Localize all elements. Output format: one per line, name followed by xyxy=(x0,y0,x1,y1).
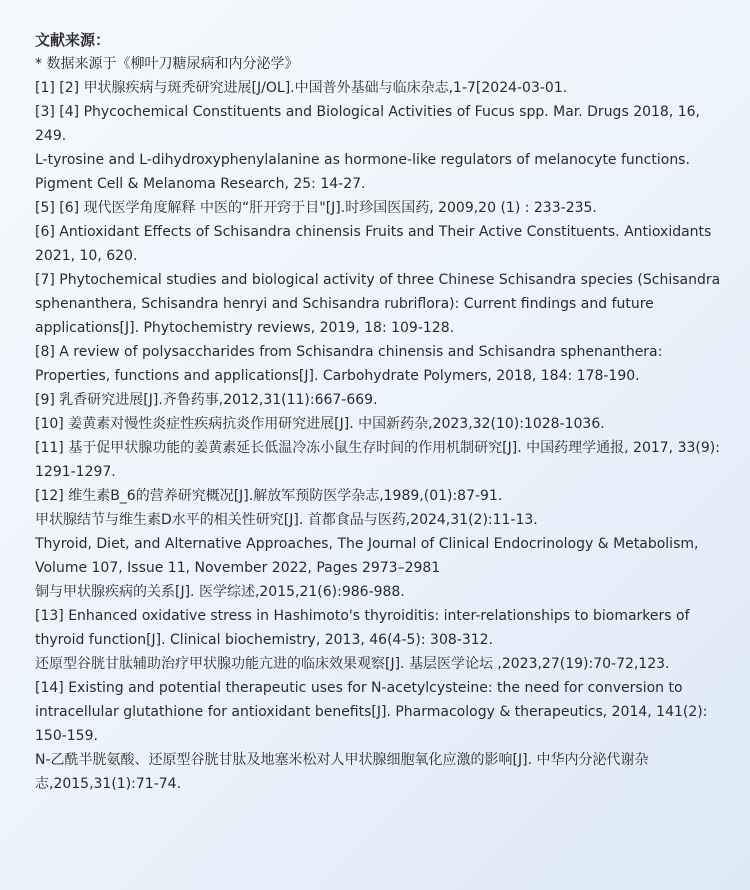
references-heading: 文献来源： xyxy=(35,31,111,49)
reference-item: [7] Phytochemical studies and biological activity of three Chinese Schisandra species (Schisandra sphenanthera, Schisandra henryi and Schisandra rubriflora): Current findings and future applications[J]. Phytochemistry reviews, 2019, 18: 109-128. xyxy=(35,272,721,336)
reference-item: [11] 基于促甲状腺功能的姜黄素延长低温冷冻小鼠生存时间的作用机制研究[J]. 中国药理学通报, 2017, 33(9): 1291-1297. xyxy=(35,440,720,480)
reference-item: [5] [6] 现代医学角度解释 中医的“肝开窍于目"[J].时珍国医国药, 2009,20 (1) : 233-235. xyxy=(35,200,597,216)
reference-item: [13] Enhanced oxidative stress in Hashimoto's thyroiditis: inter-relationships to biomarkers of thyroid function[J]. Clinical biochemistry, 2013, 46(4-5): 308-312. xyxy=(35,608,690,648)
reference-item: 铜与甲状腺疾病的关系[J]. 医学综述,2015,21(6):986-988. xyxy=(35,584,405,600)
reference-item: Thyroid, Diet, and Alternative Approaches, The Journal of Clinical Endocrinology & Metabolism, Volume 107, Issue 11, November 2022, Pages 2973–2981 xyxy=(35,536,699,576)
reference-item: [10] 姜黄素对慢性炎症性疾病抗炎作用研究进展[J]. 中国新药杂,2023,32(10):1028-1036. xyxy=(35,416,605,432)
reference-item: [3] [4] Phycochemical Constituents and Biological Activities of Fucus spp. Mar. Drugs 2018, 16, 249. xyxy=(35,104,700,144)
reference-item: [14] Existing and potential therapeutic uses for N-acetylcysteine: the need for conversion to intracellular glutathione for antioxidant benefits[J]. Pharmacology & therapeutics, 2014, 141(2): 150-159. xyxy=(35,680,708,744)
data-source-note: * 数据来源于《柳叶刀糖尿病和内分泌学》 xyxy=(35,56,299,72)
reference-item: L-tyrosine and L-dihydroxyphenylalanine as hormone-like regulators of melanocyte functions. Pigment Cell & Melanoma Research, 25: 14-27. xyxy=(35,152,690,192)
reference-item: [12] 维生素B_6的营养研究概况[J].解放军预防医学杂志,1989,(01):87-91. xyxy=(35,488,503,504)
reference-item: N-乙酰半胱氨酸、还原型谷胱甘肽及地塞米松对人甲状腺细胞氧化应激的影响[J]. 中华内分泌代谢杂志,2015,31(1):71-74. xyxy=(35,752,649,792)
reference-item: 甲状腺结节与维生素D水平的相关性研究[J]. 首都食品与医药,2024,31(2):11-13. xyxy=(35,512,538,528)
reference-item: [8] A review of polysaccharides from Schisandra chinensis and Schisandra sphenanthera: Properties, functions and applications[J]. Carbohydrate Polymers, 2018, 184: 178-190. xyxy=(35,344,663,384)
reference-list xyxy=(35,76,726,796)
reference-item: 还原型谷胱甘肽辅助治疗甲状腺功能亢进的临床效果观察[J]. 基层医学论坛 ,2023,27(19):70-72,123. xyxy=(35,656,670,672)
reference-item: [9] 乳香研究进展[J].齐鲁药事,2012,31(11):667-669. xyxy=(35,392,378,408)
reference-item: [1] [2] 甲状腺疾病与斑秃研究进展[J/OL].中国普外基础与临床杂志,1-7[2024-03-01. xyxy=(35,80,568,96)
reference-item: [6] Antioxidant Effects of Schisandra chinensis Fruits and Their Active Constituents. Antioxidants 2021, 10, 620. xyxy=(35,224,712,264)
